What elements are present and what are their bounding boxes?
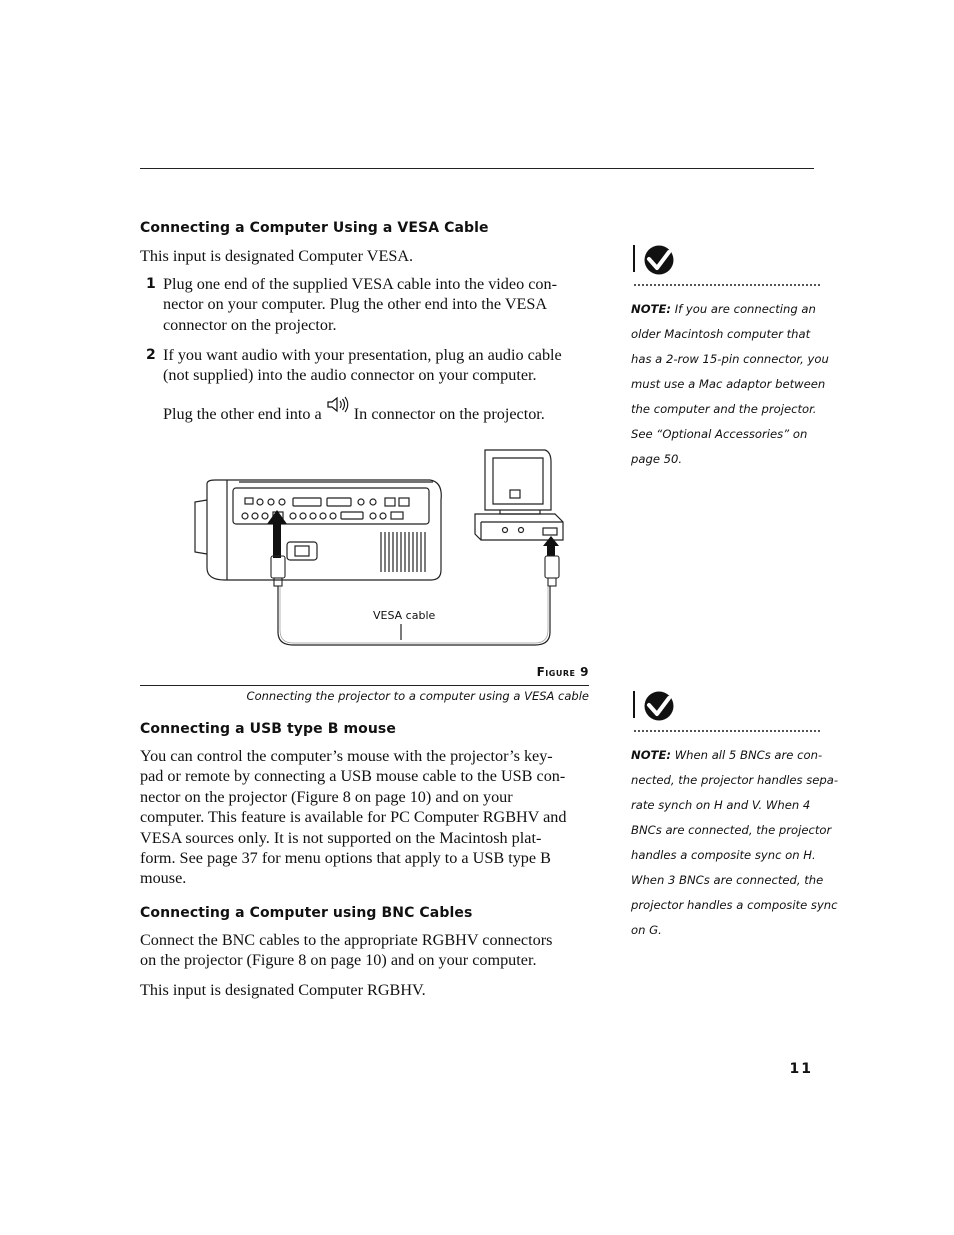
bnc-paragraph: Connect the BNC cables to the appropriate RGBHV connectors on the projector (Figure 8 on page 10) and on your computer. xyxy=(140,931,553,970)
figure-label: Figure 9 xyxy=(536,665,589,679)
note-checkmark-icon xyxy=(632,244,680,276)
step-text: Plug one end of the supplied VESA cable into the video con- nector on your computer. Plug the other end into the VESA connector on the projector. xyxy=(163,275,557,334)
figure-illustration xyxy=(185,440,585,655)
note-divider xyxy=(634,730,820,732)
projector-body xyxy=(207,480,441,580)
usb-heading: Connecting a USB type B mouse xyxy=(140,721,396,737)
note-checkmark-icon xyxy=(632,690,680,722)
cable-label: VESA cable xyxy=(373,609,436,622)
usb-paragraph: You can control the computer’s mouse with the projector’s key- pad or remote by connecting a USB mouse cable to the USB con- nector on the projector (Figure 8 on page 10) and on your computer. This feature is available for PC Computer RGBHV and VESA sources only. It is not supported on the Macintosh plat- form. See page 37 for menu options that apply to a USB type B mouse. xyxy=(140,747,567,888)
step-text: If you want audio with your presentation, plug an audio cable (not supplied) into the audio connector on your computer. xyxy=(163,346,562,385)
vesa-heading: Connecting a Computer Using a VESA Cable xyxy=(140,220,489,236)
header-rule xyxy=(140,168,814,169)
bnc-heading: Connecting a Computer using BNC Cables xyxy=(140,905,473,921)
step-extra: Plug the other end into a In connector on the projector. xyxy=(163,395,545,424)
step-number: 1 xyxy=(146,276,156,292)
vesa-intro: This input is designated Computer VESA. xyxy=(140,247,414,265)
figure-caption: Connecting the projector to a computer using a VESA cable xyxy=(246,689,589,703)
figure-rule xyxy=(140,685,589,686)
note-divider xyxy=(634,284,820,286)
speaker-icon xyxy=(326,395,350,415)
projector-arrow xyxy=(267,510,287,558)
note-2: NOTE: When all 5 BNCs are con- nected, the projector handles sepa- rate synch on H and V. When 4 BNCs are connected, the projector handles a composite sync on H. When 3 BNCs are connected, the projector handles a composite sync on G. xyxy=(631,748,839,937)
monitor xyxy=(485,450,551,510)
step-number: 2 xyxy=(146,347,156,363)
note-1: NOTE: If you are connecting an older Macintosh computer that has a 2-row 15-pin connector, you must use a Mac adaptor between the computer and the projector. See “Optional Accessories” on page 50. xyxy=(631,302,829,466)
computer-base xyxy=(475,514,563,540)
computer-arrow xyxy=(543,536,559,556)
bnc-closing: This input is designated Computer RGBHV. xyxy=(140,981,426,999)
page-number: 11 xyxy=(789,1061,813,1077)
